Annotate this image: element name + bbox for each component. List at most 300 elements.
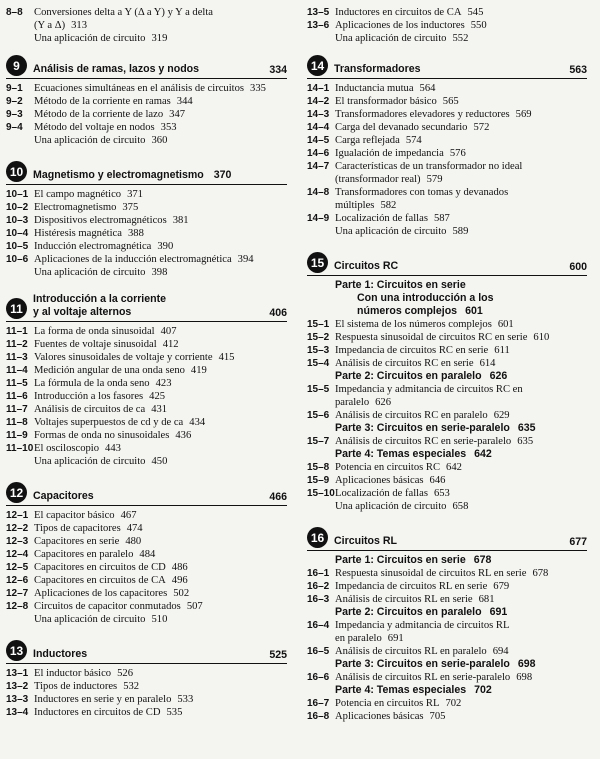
section-number: 10–6 xyxy=(6,254,29,265)
section-number xyxy=(6,455,34,468)
part-page: 642 xyxy=(474,448,492,460)
toc-entry[interactable] xyxy=(6,706,287,719)
section-page: 574 xyxy=(405,135,422,146)
toc-entry[interactable] xyxy=(307,409,587,422)
chapter-title: Análisis de ramas, lazos y nodos xyxy=(33,63,200,75)
section-title-text: en paralelo xyxy=(335,633,382,644)
toc-entry[interactable] xyxy=(307,645,587,658)
toc-entry[interactable] xyxy=(6,680,287,693)
chapter-10-header[interactable] xyxy=(6,161,287,185)
section-number xyxy=(307,32,335,45)
section-page: 510 xyxy=(151,614,168,625)
section-page: 610 xyxy=(533,332,550,343)
section-title xyxy=(335,461,587,474)
toc-entry[interactable] xyxy=(307,487,587,500)
chapter-title: Inductores xyxy=(33,648,88,660)
toc-entry[interactable] xyxy=(6,134,287,147)
section-page: 601 xyxy=(497,319,514,330)
toc-entry[interactable] xyxy=(307,580,587,593)
section-title-text: Introducción a los fasores xyxy=(34,391,144,402)
chapter-title xyxy=(33,293,269,319)
section-title xyxy=(335,173,587,186)
section-number: 16–1 xyxy=(307,568,330,579)
toc-entry[interactable] xyxy=(6,390,287,403)
section-title xyxy=(34,351,287,364)
toc-entry[interactable] xyxy=(6,416,287,429)
toc-entry[interactable] xyxy=(6,253,287,266)
section-number: 15–1 xyxy=(307,319,330,330)
toc-entry[interactable] xyxy=(307,19,587,32)
section-title xyxy=(335,318,587,331)
toc-entry[interactable] xyxy=(6,561,287,574)
section-title-text: Método de la corriente en ramas xyxy=(34,96,171,107)
section-title xyxy=(34,522,287,535)
chapter-number-badge: 13 xyxy=(6,640,27,661)
section-title xyxy=(34,455,287,468)
toc-entry[interactable] xyxy=(307,82,587,95)
section-page: 629 xyxy=(493,410,510,421)
section-title xyxy=(335,32,587,45)
section-title xyxy=(34,121,287,134)
section-title xyxy=(335,147,587,160)
chapter-title: Circuitos RL xyxy=(334,535,397,547)
section-page: 526 xyxy=(117,668,133,679)
chapter-page: 334 xyxy=(269,64,287,76)
section-page: 533 xyxy=(177,694,194,705)
section-number: 15–6 xyxy=(307,410,330,421)
section-page: 702 xyxy=(445,698,462,709)
section-title-text: Igualación de impedancia xyxy=(335,148,444,159)
toc-entry[interactable] xyxy=(307,619,587,632)
section-number: 13–3 xyxy=(6,694,29,705)
section-page: 642 xyxy=(446,462,462,473)
section-number: 11–7 xyxy=(6,404,28,415)
part-page: 601 xyxy=(465,305,483,317)
toc-entry[interactable] xyxy=(6,188,287,201)
part-heading[interactable] xyxy=(307,554,587,567)
section-title xyxy=(335,619,587,632)
section-title-text: El capacitor básico xyxy=(34,510,115,521)
section-title xyxy=(34,82,287,95)
toc-entry[interactable] xyxy=(6,6,287,19)
section-page: 564 xyxy=(419,83,436,94)
toc-entry[interactable] xyxy=(307,6,587,19)
toc-entry[interactable] xyxy=(6,338,287,351)
section-page: 467 xyxy=(120,510,137,521)
toc-entry[interactable] xyxy=(307,461,587,474)
section-title xyxy=(335,383,587,396)
part-subtitle xyxy=(307,305,587,318)
section-number: 14–8 xyxy=(307,187,330,198)
section-title-text: paralelo xyxy=(335,397,370,408)
toc-entry[interactable] xyxy=(307,474,587,487)
toc-entry-continuation[interactable] xyxy=(307,396,587,409)
section-title-text: Análisis de circuitos RC en paralelo xyxy=(335,410,488,421)
section-title-text: Impedancia y admitancia de circuitos RC en xyxy=(335,384,523,395)
toc-entry[interactable] xyxy=(307,344,587,357)
section-page: 390 xyxy=(157,241,174,252)
chapter-14-header[interactable] xyxy=(307,55,587,79)
section-title-text: La fórmula de la onda seno xyxy=(34,378,150,389)
toc-entry-continuation[interactable] xyxy=(307,173,587,186)
section-number: 16–7 xyxy=(307,698,330,709)
section-title xyxy=(34,667,287,680)
chapter-9-header[interactable] xyxy=(6,55,287,79)
toc-entry[interactable] xyxy=(307,500,587,513)
section-number: 13–2 xyxy=(6,681,29,692)
section-title-text: Una aplicación de circuito xyxy=(34,456,146,467)
section-title-text: Aplicaciones de los inductores xyxy=(335,20,465,31)
section-title xyxy=(335,396,587,409)
section-title-text: Análisis de circuitos RL en paralelo xyxy=(335,646,487,657)
section-page: 653 xyxy=(433,488,450,499)
section-page: 484 xyxy=(139,549,156,560)
section-title xyxy=(335,474,587,487)
toc-entry[interactable] xyxy=(307,160,587,173)
section-title-text: Capacitores en circuitos de CA xyxy=(34,575,166,586)
section-title xyxy=(34,390,287,403)
section-page: 569 xyxy=(515,109,532,120)
toc-entry[interactable] xyxy=(6,108,287,121)
section-title xyxy=(34,613,287,626)
chapter-title: Circuitos RC xyxy=(334,260,399,272)
section-title-text: Una aplicación de circuito xyxy=(34,614,146,625)
toc-entry[interactable] xyxy=(307,147,587,160)
chapter-title-line1: Introducción a la corriente xyxy=(33,293,167,305)
part-heading[interactable] xyxy=(307,422,587,435)
section-page: 550 xyxy=(470,20,487,31)
part-heading[interactable] xyxy=(307,684,587,697)
chapter-number-badge: 11 xyxy=(6,298,27,319)
toc-entry[interactable] xyxy=(6,429,287,442)
toc-right-column xyxy=(307,6,587,723)
toc-entry[interactable] xyxy=(6,548,287,561)
section-number: 11–2 xyxy=(6,339,28,350)
toc-entry[interactable] xyxy=(307,697,587,710)
section-number: 10–5 xyxy=(6,241,29,252)
section-number xyxy=(307,225,335,238)
section-title xyxy=(335,697,587,710)
section-page: 705 xyxy=(429,711,446,722)
section-title-text: Capacitores en paralelo xyxy=(34,549,134,560)
toc-entry[interactable] xyxy=(307,212,587,225)
section-title xyxy=(34,338,287,351)
toc-entry-continuation[interactable] xyxy=(307,199,587,212)
section-title-text: Inductancia mutua xyxy=(335,83,414,94)
section-title-text: Una aplicación de circuito xyxy=(335,501,447,512)
toc-entry[interactable] xyxy=(6,325,287,338)
section-title xyxy=(34,561,287,574)
section-title xyxy=(34,253,287,266)
chapter-13-header[interactable] xyxy=(6,640,287,664)
part-subtitle-text: números complejos xyxy=(357,305,458,317)
section-page: 371 xyxy=(127,189,143,200)
chapter-11-header[interactable] xyxy=(6,293,287,322)
toc-entry[interactable] xyxy=(6,574,287,587)
section-title xyxy=(335,82,587,95)
section-number: 15–7 xyxy=(307,436,330,447)
section-title-text: Análisis de circuitos RL en serie-paralelo xyxy=(335,672,511,683)
section-title-text: Análisis de circuitos RL en serie xyxy=(335,594,473,605)
section-number: 10–2 xyxy=(6,202,29,213)
section-title-text: Análisis de circuitos RC en serie xyxy=(335,358,474,369)
section-title xyxy=(335,710,587,723)
section-number: 16–4 xyxy=(307,620,330,631)
toc-entry[interactable] xyxy=(6,227,287,240)
section-title-text: Dispositivos electromagnéticos xyxy=(34,215,167,226)
toc-entry[interactable] xyxy=(6,121,287,134)
chapter-16-header[interactable] xyxy=(307,527,587,551)
part-heading[interactable] xyxy=(307,658,587,671)
section-number xyxy=(6,19,34,32)
section-title xyxy=(335,435,587,448)
toc-entry[interactable] xyxy=(6,82,287,95)
section-title-text: Formas de onda no sinusoidales xyxy=(34,430,170,441)
section-number: 15–10 xyxy=(307,488,335,499)
chapter-number-badge: 9 xyxy=(6,55,27,76)
toc-entry[interactable] xyxy=(6,600,287,613)
toc-entry[interactable] xyxy=(307,318,587,331)
section-title-text: Método de la corriente de lazo xyxy=(34,109,164,120)
toc-entry[interactable] xyxy=(6,32,287,45)
section-number xyxy=(307,173,335,186)
toc-entry[interactable] xyxy=(6,613,287,626)
toc-entry[interactable] xyxy=(307,567,587,580)
section-title-text: Capacitores en circuitos de CD xyxy=(34,562,166,573)
toc-entry[interactable] xyxy=(307,134,587,147)
section-number: 16–5 xyxy=(307,646,330,657)
section-title xyxy=(34,535,287,548)
section-title-text: Electromagnetismo xyxy=(34,202,117,213)
toc-entry[interactable] xyxy=(6,667,287,680)
part-heading[interactable] xyxy=(307,279,587,292)
part-page: 698 xyxy=(517,658,536,670)
toc-entry[interactable] xyxy=(307,593,587,606)
section-number: 9–3 xyxy=(6,109,23,120)
section-title-text: Aplicaciones básicas xyxy=(335,711,424,722)
toc-entry[interactable] xyxy=(6,442,287,455)
part-title: Parte 2: Circuitos en paralelo xyxy=(335,370,482,382)
toc-entry[interactable] xyxy=(6,587,287,600)
toc-entry[interactable] xyxy=(307,383,587,396)
part-subtitle: Con una introducción a los xyxy=(357,292,494,304)
section-page: 412 xyxy=(162,339,179,350)
section-title-text: Método del voltaje en nodos xyxy=(34,122,155,133)
chapter-page: 563 xyxy=(569,64,587,76)
section-number: 16–8 xyxy=(307,711,330,722)
section-title-text: Inductores en circuitos de CD xyxy=(34,707,161,718)
section-title-text: Análisis de circuitos RC en serie-paralelo xyxy=(335,436,512,447)
section-title xyxy=(34,19,287,32)
section-page: 381 xyxy=(172,215,189,226)
section-number: 10–3 xyxy=(6,215,29,226)
section-title-text: El sistema de los números complejos xyxy=(335,319,492,330)
section-number: 8–8 xyxy=(6,7,23,18)
section-number: 15–4 xyxy=(307,358,330,369)
chapter-15-header[interactable] xyxy=(307,252,587,276)
section-title xyxy=(34,240,287,253)
toc-entry[interactable] xyxy=(6,403,287,416)
section-title xyxy=(34,509,287,522)
section-page: 486 xyxy=(171,562,188,573)
section-number: 11–5 xyxy=(6,378,28,389)
section-page: 507 xyxy=(186,601,203,612)
part-page: 702 xyxy=(474,684,492,696)
toc-entry[interactable] xyxy=(6,240,287,253)
toc-entry-continuation[interactable] xyxy=(6,19,287,32)
section-page: 611 xyxy=(494,345,510,356)
section-page: 431 xyxy=(151,404,168,415)
part-title: Parte 4: Temas especiales xyxy=(335,684,467,696)
section-number xyxy=(307,396,335,409)
section-number: 15–8 xyxy=(307,462,330,473)
chapter-number-badge: 10 xyxy=(6,161,27,182)
toc-entry[interactable] xyxy=(307,331,587,344)
toc-entry[interactable] xyxy=(6,266,287,279)
section-title-text: Valores sinusoidales de voltaje y corriente xyxy=(34,352,213,363)
section-number: 15–5 xyxy=(307,384,330,395)
section-title xyxy=(34,325,287,338)
section-title-text: Aplicaciones de los capacitores xyxy=(34,588,168,599)
toc-entry[interactable] xyxy=(307,32,587,45)
section-number: 13–4 xyxy=(6,707,29,718)
chapter-title: Capacitores xyxy=(33,490,94,502)
section-title-text: El inductor básico xyxy=(34,668,112,679)
section-title xyxy=(34,108,287,121)
section-title-text: Carga reflejada xyxy=(335,135,400,146)
section-page: 313 xyxy=(71,20,88,31)
toc-entry[interactable] xyxy=(307,710,587,723)
section-title xyxy=(335,645,587,658)
toc-entry[interactable] xyxy=(307,186,587,199)
toc-entry[interactable] xyxy=(307,357,587,370)
section-title xyxy=(34,227,287,240)
section-number: 16–6 xyxy=(307,672,330,683)
section-page: 319 xyxy=(151,33,168,44)
section-title xyxy=(34,693,287,706)
section-title-text: Localización de fallas xyxy=(335,213,428,224)
section-page: 436 xyxy=(175,430,192,441)
section-page: 407 xyxy=(160,326,177,337)
section-number: 12–1 xyxy=(6,510,29,521)
section-page: 375 xyxy=(122,202,139,213)
section-page: 626 xyxy=(375,397,392,408)
section-title-text: Transformadores con tomas y devanados xyxy=(335,187,509,198)
section-number: 13–6 xyxy=(307,20,330,31)
toc-entry[interactable] xyxy=(6,201,287,214)
section-page: 582 xyxy=(380,200,397,211)
section-title xyxy=(34,377,287,390)
section-title-text: El osciloscopio xyxy=(34,443,100,454)
section-page: 532 xyxy=(123,681,140,692)
section-number: 15–9 xyxy=(307,475,330,486)
section-number: 15–2 xyxy=(307,332,330,343)
section-number: 11–4 xyxy=(6,365,28,376)
toc-entry[interactable] xyxy=(6,351,287,364)
section-title-text: Ecuaciones simultáneas en el análisis de circuitos xyxy=(34,83,245,94)
toc-entry[interactable] xyxy=(6,214,287,227)
toc-entry[interactable] xyxy=(307,95,587,108)
section-title-text: Voltajes superpuestos de cd y de ca xyxy=(34,417,184,428)
toc-entry[interactable] xyxy=(6,535,287,548)
section-number: 11–3 xyxy=(6,352,28,363)
section-title xyxy=(335,632,587,645)
section-title-text: Una aplicación de circuito xyxy=(34,267,146,278)
part-heading[interactable] xyxy=(307,370,587,383)
toc-entry[interactable] xyxy=(307,671,587,684)
toc-entry[interactable] xyxy=(6,522,287,535)
toc-entry[interactable] xyxy=(6,377,287,390)
toc-entry[interactable] xyxy=(307,225,587,238)
part-title: Parte 3: Circuitos en serie-paralelo xyxy=(335,422,510,434)
section-page: 679 xyxy=(493,581,510,592)
section-page: 347 xyxy=(169,109,186,120)
section-number: 14–7 xyxy=(307,161,330,172)
toc-entry-continuation[interactable] xyxy=(307,632,587,645)
section-title-text: Tipos de capacitores xyxy=(34,523,121,534)
section-title xyxy=(335,134,587,147)
chapter-12-header[interactable] xyxy=(6,482,287,506)
toc-entry[interactable] xyxy=(307,435,587,448)
section-title-text: Histéresis magnética xyxy=(34,228,122,239)
toc-left-column xyxy=(6,6,287,719)
section-title xyxy=(34,574,287,587)
section-number: 14–1 xyxy=(307,83,330,94)
part-heading[interactable] xyxy=(307,606,587,619)
part-heading[interactable] xyxy=(307,448,587,461)
toc-entry[interactable] xyxy=(6,364,287,377)
section-title xyxy=(34,403,287,416)
section-number: 14–2 xyxy=(307,96,330,107)
part-page: 678 xyxy=(473,554,492,566)
section-title xyxy=(34,32,287,45)
section-number: 11–9 xyxy=(6,430,28,441)
section-number: 9–4 xyxy=(6,122,23,133)
section-title xyxy=(34,587,287,600)
toc-entry[interactable] xyxy=(6,95,287,108)
section-title xyxy=(335,225,587,238)
section-title-text: Aplicaciones básicas xyxy=(335,475,424,486)
section-page: 415 xyxy=(218,352,235,363)
section-page: 576 xyxy=(449,148,466,159)
chapter-page: 466 xyxy=(269,491,287,503)
toc-entry[interactable] xyxy=(6,509,287,522)
section-number: 14–4 xyxy=(307,122,330,133)
section-page: 388 xyxy=(127,228,144,239)
section-title xyxy=(335,19,587,32)
toc-entry[interactable] xyxy=(6,455,287,468)
chapter-page: 525 xyxy=(269,649,287,661)
part-page: 626 xyxy=(489,370,508,382)
section-title-text: El campo magnético xyxy=(34,189,122,200)
section-page: 502 xyxy=(173,588,190,599)
part-page: 635 xyxy=(517,422,536,434)
section-title xyxy=(34,429,287,442)
section-title xyxy=(34,600,287,613)
section-number: 14–5 xyxy=(307,135,330,146)
toc-entry[interactable] xyxy=(307,121,587,134)
part-title: Parte 1: Circuitos en serie xyxy=(335,279,466,291)
toc-entry[interactable] xyxy=(6,693,287,706)
section-title-text: Inducción electromagnética xyxy=(34,241,152,252)
section-title xyxy=(34,214,287,227)
section-title-text: Localización de fallas xyxy=(335,488,428,499)
section-title-text: Respuesta sinusoidal de circuitos RL en serie xyxy=(335,568,527,579)
toc-entry[interactable] xyxy=(307,108,587,121)
chapter-number-badge: 15 xyxy=(307,252,328,273)
section-title xyxy=(34,416,287,429)
section-title-text: Capacitores en serie xyxy=(34,536,120,547)
